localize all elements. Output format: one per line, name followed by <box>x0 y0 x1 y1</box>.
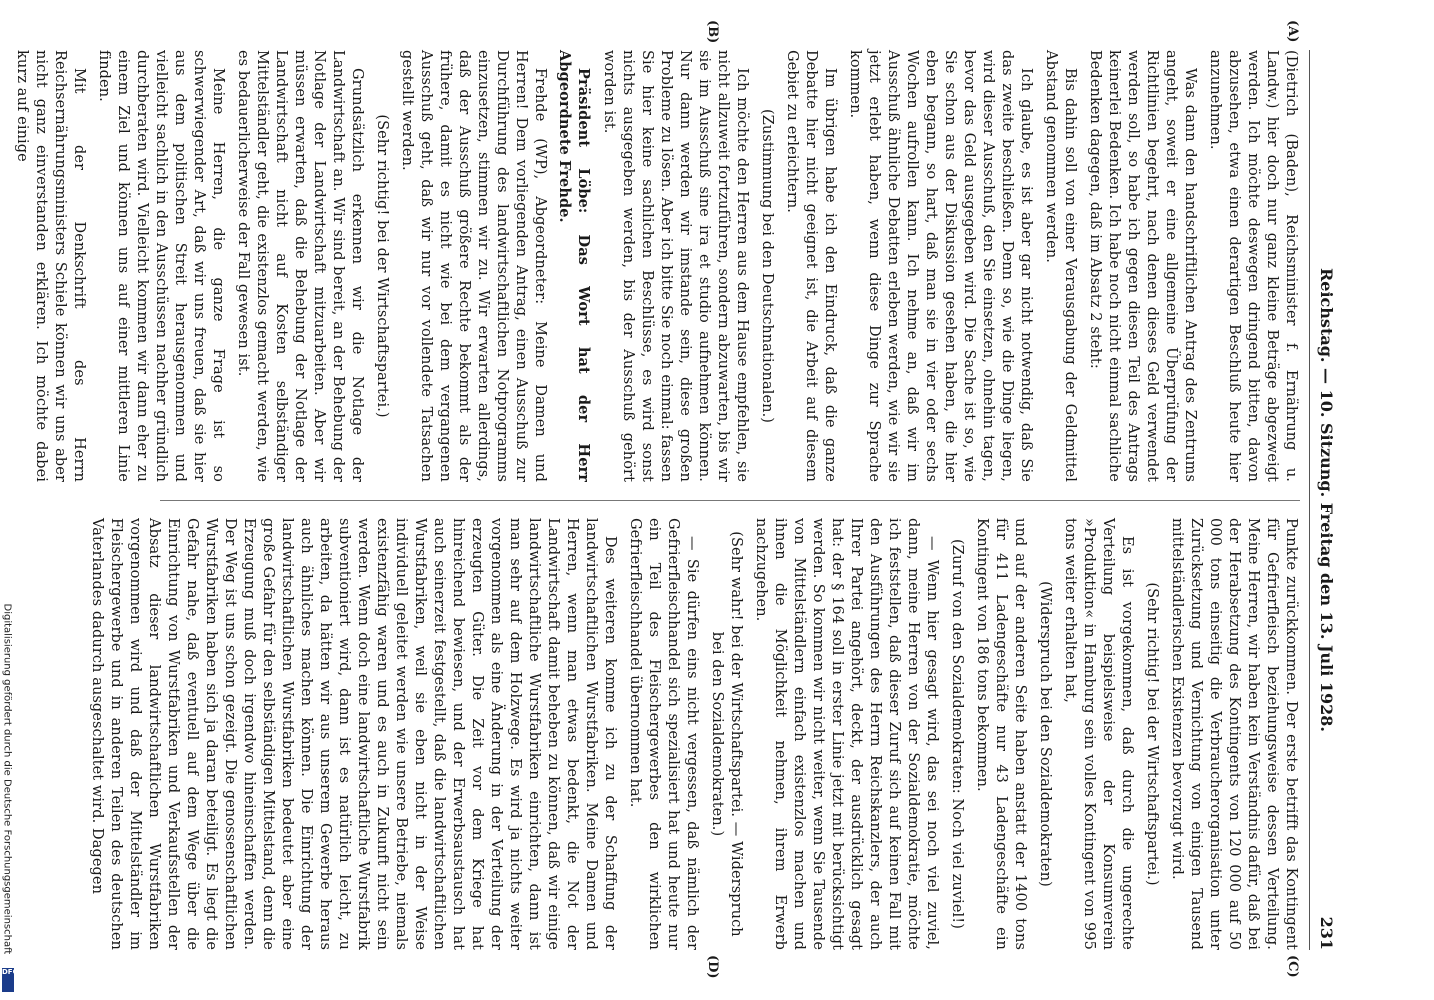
paragraph: Mit der Denkschrift des Herrn Reichsernährungsministers Schiele können wir uns aber nicht ganz einverstanden erklären. Ich möchte dabei kurz auf einige <box>14 50 87 482</box>
marginal-d: (D) <box>705 955 720 979</box>
paragraph: — Sie dürfen eins nicht vergessen, daß nämlich der Gefrierfleischhandel sich spezialisiert hat und heute nur ein Teil des Fleischergewerbes den wirklichen Gefrierfleischhandel übernommen hat. <box>627 518 700 950</box>
page-number: 231 <box>1317 916 1336 950</box>
right-column <box>81 518 1300 950</box>
speaker-line: Präsident Löbe: Das Wort hat der Herr Abgeordnete Frehde. <box>556 50 592 482</box>
interjection: (Sehr wahr! bei der Wirtschaftspartei. — Widerspruch bei den Sozialdemokraten.) <box>709 531 744 937</box>
paragraph: (Dietrich (Baden), Reichsminister f. Ernährung u. Landw.) hier doch nur ganz kleine Beträge abgezweigt werden. Ich möchte deswegen dringend bitten, davon abzusehen, etwa einen derartigen Beschluß heute hier anzunehmen. <box>1207 50 1299 482</box>
marginal-b: (B) <box>705 20 720 44</box>
page-header <box>1312 50 1340 950</box>
paragraph: Ich glaube, es ist aber gar nicht notwendig, daß Sie das zweite beschließen. Denn so, wie die Dinge liegen, wird dieser Ausschuß, den Sie einsetzen, ohnehin tagen, bevor das Geld ausgegeben wird. Die Sache ist so, wie Sie schon aus der Diskussion gesehen haben, die hier eben begann, so hart, daß man sie in vier oder sechs Wochen aufrollen kann. Ich nehme an, daß wir im Ausschuß ähnliche Debatten erleben werden, wie wir sie jetzt erlebt haben, wenn diese Dinge zur Sprache kommen. <box>847 50 1034 482</box>
page-header-title: Reichstag. — 10. Sitzung. Freitag den 13. Juli 1928. <box>1317 268 1336 732</box>
digitization-credit-text: Digitalisierung gefördert durch die Deutsche Forschungsgemeinschaft <box>1 603 13 955</box>
paragraph: Grundsätzlich erkennen wir die Notlage der Landwirtschaft an. Wir sind bereit, an der Behebung der Notlage der Landwirtschaft mitzuarbeiten. Aber wir müssen erwarten, daß die Behebung der Notlage der Landwirtschaft nicht auf Kosten selbständiger Mittelständler geht, die existenzlos gemacht werden, wie es bedauerlicherweise der Fall gewesen ist. <box>235 50 365 482</box>
paragraph: und auf der anderen Seite haben anstatt der 1400 tons für 411 Ladengeschäfte nur 43 Ladengeschäfte ein Kontingent von 186 tons bekommen. <box>974 518 1028 950</box>
marginal-a: (A) <box>1285 20 1300 43</box>
rotated-page-content <box>14 20 1340 979</box>
interjection: (Zustimmung bei den Deutschnationalen.) <box>759 108 775 424</box>
interjection: (Sehr richtig! bei der Wirtschaftspartei.) <box>374 114 390 418</box>
left-column <box>6 50 1300 482</box>
document-page <box>14 20 1340 979</box>
paragraph: Meine Herren, die ganze Frage ist so schwerwiegender Art, daß wir uns freuen, daß sie hier aus dem politischen Streit herausgenommen und vielleicht sachlich in den Ausschüssen nachher gründlich durchberaten wird. Vielleicht kommen wir dann eher zu einem Ziel und können uns auf einer mittleren Linie finden. <box>96 50 226 482</box>
paragraph: Ich möchte den Herren aus dem Hause empfehlen, sie nicht allzuweit fortzuführen, sondern abzuwarten, bis wir sie im Ausschuß sine ira et studio aufnehmen können. Nur dann werden wir imstande sein, diese großen Probleme zu lösen. Aber ich bitte Sie noch einmal: fassen Sie hier keine sachlichen Beschlüsse, es wird sonst nichts ausgegeben werden, bis der Ausschuß gehört worden ist. <box>601 50 750 482</box>
column-divider <box>160 500 1300 501</box>
paragraph: Im übrigen habe ich den Eindruck, daß die ganze Debatte hier nicht geeignet ist, die Arbeit auf diesem Gebiet zu erleichtern. <box>784 50 838 482</box>
digitization-credit <box>2 600 14 990</box>
paragraph: Es ist vorgekommen, daß durch die ungerechte Verteilung beispielsweise der Konsumverein »Produktion« in Hamburg sein volles Kontingent von 995 tons weiter erhalten hat, <box>1062 518 1135 950</box>
marginal-c: (C) <box>1285 955 1300 978</box>
interjection: (Zuruf von den Sozialdemokraten: Noch viel zuviel!) <box>949 539 965 929</box>
paragraph: Punkte zurückkommen. Der erste betrifft das Kontingent für Gefrierfleisch beziehungsweise dessen Verteilung. Meine Herren, wir haben kein Verständnis dafür, daß bei der Herabsetzung des Kontingents von 120 000 auf 50 000 tons einseitig die Verbraucherorganisation unter Zurücksetzung und Vernichtung von einigen Tausend mittelständlerischen Existenzen bevorzugt wird. <box>1169 518 1299 950</box>
header-rule <box>1309 50 1310 950</box>
interjection: (Widerspruch bei den Sozialdemokraten) <box>1037 581 1053 887</box>
dfg-logo: DFG <box>2 968 14 992</box>
paragraph: Des weiteren komme ich zu der Schaffung der landwirtschaftlichen Wurstfabriken. Meine Damen und Herren, wenn man etwas bedenkt, die Not der Landwirtschaft damit beheben zu können, daß wir einige landwirtschaftliche Wurstfabriken einrichten, dann ist man sehr auf dem Holzwege. Es wird ja nichts weiter vorgenommen als eine Änderung in der Verteilung der erzeugten Güter. Die Zeit vor dem Kriege hat hinreichend bewiesen, und der Erwerbsaustausch hat auch seinerzeit festgestellt, daß die landwirtschaftlichen Wurstfabriken, weil sie eben nicht in der Weise individuell geleitet werden wie unsere Betriebe, niemals existenzfähig waren und es auch in Zukunft nicht sein werden. Wenn doch eine landwirtschaftliche Wurstfabrik subventioniert wird, dann ist es natürlich leicht, zu arbeiten, da hätten wir aus unserem Gewerbe heraus auch ähnliches machen können. Die Einrichtung der landwirtschaftlichen Wurstfabriken bedeutet aber eine große Gefahr für den selbständigen Mittelstand, denn die Erzeugung muß doch irgendwo hineinschaffen werden. Der Weg ist uns schon gezeigt. Die genossenschaftlichen Wurstfabriken haben sich ja daran beteiligt. Es liegt die Gefahr nahe, daß eventuell auf dem Wege über die Einrichtung von Wurstfabriken und Verkaufsstellen der Absatz dieser landwirtschaftlichen Wurstfabriken vorgenommen wird und daß der Mittelständler im Fleischergewerbe und in anderen Teilen des deutschen Vaterlandes dadurch ausgeschaltet wird. Dagegen <box>89 518 618 950</box>
interjection: (Sehr richtig! bei der Wirtschaftspartei.) <box>1144 582 1160 886</box>
paragraph: Bis dahin soll von einer Verausgabung der Geldmittel Abstand genommen werden. <box>1043 50 1078 482</box>
paragraph: Was dann den handschriftlichen Antrag des Zentrums angeht, soweit er eine allgemeine Überprüfung der Richtlinien begehrt, nach denen dieses Geld verwendet werden soll, so habe ich gegen diesen Teil des Antrags keinerlei Bedenken. Ich habe noch nicht einmal sachliche Bedenken dagegen, daß im Absatz 2 steht: <box>1087 50 1198 482</box>
paragraph: — Wenn hier gesagt wird, das sei noch viel zuviel, dann, meine Herren von der Sozialdemokratie, möchte ich feststellen, daß dieser Zuruf sich auf keinen Fall mit den Ausführungen des Herrn Reichskanzlers, der auch Ihrer Partei angehört, deckt, der ausdrücklich gesagt hat: der § 164 soll in erster Linie jetzt mit berücksichtigt werden. So kommen wir nicht weiter, wenn Sie Tausende von Mittelständlern einfach existenzlos machen und ihnen die Möglichkeit nehmen, ihrem Erwerb nachzugehen. <box>753 518 940 950</box>
paragraph: Frehde (WP), Abgeordneter: Meine Damen und Herren! Dem vorliegenden Antrag, einen Ausschuß zur Durchführung des landwirtschaftlichen Notprogramms einzusetzen, stimmen wir zu. Wir erwarten allerdings, daß der Ausschuß größere Rechte bekommt als der frühere, damit es nicht wie bei dem vergangenen Ausschuß geht, daß wir nur vor vollendete Tatsachen gestellt werden. <box>399 50 548 482</box>
